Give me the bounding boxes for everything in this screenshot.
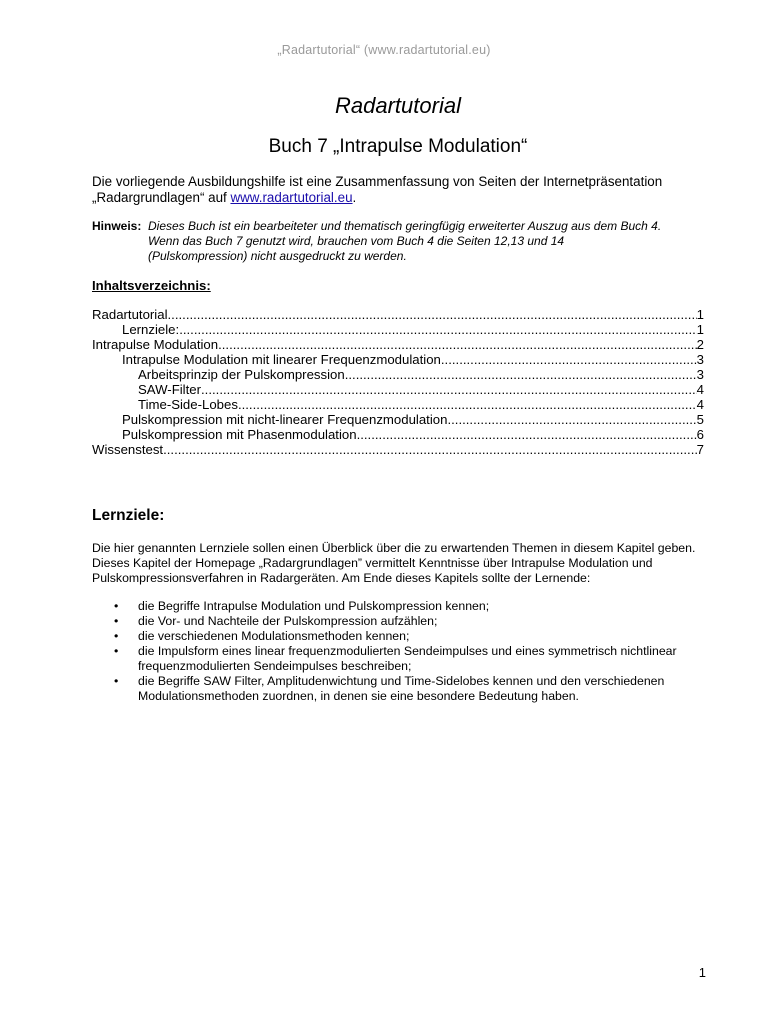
list-item — [92, 599, 722, 614]
toc-entry[interactable] — [92, 412, 704, 427]
toc-leader-dots — [441, 352, 697, 367]
list-item-text: die Begriffe Intrapulse Modulation und Pulskompression kennen; — [138, 599, 490, 613]
bullet-icon: • — [114, 599, 119, 613]
list-item — [92, 614, 722, 629]
toc-entry[interactable] — [92, 367, 704, 382]
toc-entry-page: 6 — [696, 427, 704, 442]
list-item-text: die Begriffe SAW Filter, Amplitudenwichtung und Time-Sidelobes kennen und den verschiedenen Modulationsmethoden zuordnen, in denen sie eine besondere Bedeutung haben. — [138, 674, 665, 703]
toc-entry-page: 3 — [696, 352, 704, 367]
toc-entry-page: 1 — [696, 322, 704, 337]
toc-entry-page: 7 — [696, 442, 704, 457]
toc-leader-dots — [168, 307, 697, 322]
toc-entry[interactable] — [92, 442, 704, 457]
toc-leader-dots — [345, 367, 697, 382]
toc-entry-label: Lernziele: — [122, 322, 180, 337]
learning-objectives-list — [92, 599, 722, 704]
toc-heading: Inhaltsverzeichnis: — [92, 278, 211, 293]
toc-leader-dots — [238, 397, 697, 412]
table-of-contents — [92, 307, 704, 457]
bullet-icon: • — [114, 674, 119, 688]
bullet-icon: • — [114, 644, 119, 658]
list-item-text: die Vor- und Nachteile der Pulskompression aufzählen; — [138, 614, 438, 628]
toc-leader-dots — [179, 322, 696, 337]
list-item — [92, 644, 722, 674]
note-block — [92, 219, 722, 264]
section-heading-lernziele: Lernziele: — [92, 507, 165, 524]
toc-leader-dots — [218, 337, 697, 352]
list-item — [92, 674, 722, 704]
toc-entry[interactable] — [92, 307, 704, 322]
toc-entry-label: Arbeitsprinzip der Pulskompression — [138, 367, 345, 382]
toc-leader-dots — [163, 442, 697, 457]
note-line-3: (Pulskompression) nicht ausgedruckt zu werden. — [148, 249, 407, 263]
toc-entry-label: Pulskompression mit nicht-linearer Frequenzmodulation — [122, 412, 448, 427]
toc-entry-label: Pulskompression mit Phasenmodulation — [122, 427, 357, 442]
list-item-text: die verschiedenen Modulationsmethoden kennen; — [138, 629, 410, 643]
toc-entry-page: 4 — [696, 382, 704, 397]
toc-entry[interactable] — [92, 352, 704, 367]
website-link[interactable]: www.radartutorial.eu — [230, 190, 353, 205]
toc-entry-page: 4 — [696, 397, 704, 412]
note-label: Hinweis: — [92, 219, 142, 233]
intro-paragraph — [92, 174, 722, 206]
toc-entry-label: Time-Side-Lobes — [138, 397, 238, 412]
toc-entry-label: Intrapulse Modulation — [92, 337, 219, 352]
toc-entry-page: 2 — [696, 337, 704, 352]
running-header: „Radartutorial“ (www.radartutorial.eu) — [277, 43, 491, 57]
toc-entry-page: 5 — [696, 412, 704, 427]
list-item-text: die Impulsform eines linear frequenzmodulierten Sendeimpulses und eines symmetrisch nichtlinear frequenzmodulierten Sendeimpulses beschreiben; — [138, 644, 677, 673]
toc-entry-page: 1 — [696, 307, 704, 322]
toc-entry-label: Intrapulse Modulation mit linearer Frequenzmodulation — [122, 352, 441, 367]
bullet-icon: • — [114, 629, 119, 643]
document-subtitle: Buch 7 „Intrapulse Modulation“ — [268, 136, 528, 157]
bullet-icon: • — [114, 614, 119, 628]
page-number: 1 — [698, 965, 706, 980]
toc-entry[interactable] — [92, 322, 704, 337]
intro-text-before: Die vorliegende Ausbildungshilfe ist eine Zusammenfassung von Seiten der Internetpräsentation „Radargrundlagen“ auf — [92, 174, 663, 205]
toc-entry[interactable] — [92, 337, 704, 352]
toc-leader-dots — [201, 382, 697, 397]
document-title: Radartutorial — [335, 93, 461, 118]
lernziele-paragraph: Die hier genannten Lernziele sollen einen Überblick über die zu erwartenden Themen in diesem Kapitel geben. Dieses Kapitel der Homepage „Radargrundlagen” vermittelt Kenntnisse über Intrapulse Modulation und Pulskompressionsverfahren in Radargeräten. Am Ende dieses Kapitels sollte der Lernende: — [92, 541, 696, 585]
toc-entry-label: Radartutorial — [92, 307, 168, 322]
toc-entry-label: Wissenstest — [92, 442, 164, 457]
intro-text-after: . — [352, 190, 357, 205]
toc-entry[interactable] — [92, 382, 704, 397]
list-item — [92, 629, 722, 644]
toc-leader-dots — [357, 427, 697, 442]
toc-entry[interactable] — [92, 427, 704, 442]
note-line-2: Wenn das Buch 7 genutzt wird, brauchen vom Buch 4 die Seiten 12,13 und 14 — [148, 234, 565, 248]
toc-entry-label: SAW-Filter — [138, 382, 202, 397]
toc-leader-dots — [447, 412, 696, 427]
toc-entry[interactable] — [92, 397, 704, 412]
note-line-1: Dieses Buch ist ein bearbeiteter und thematisch geringfügig erweiterter Auszug aus dem Buch 4. — [148, 219, 662, 233]
toc-entry-page: 3 — [696, 367, 704, 382]
